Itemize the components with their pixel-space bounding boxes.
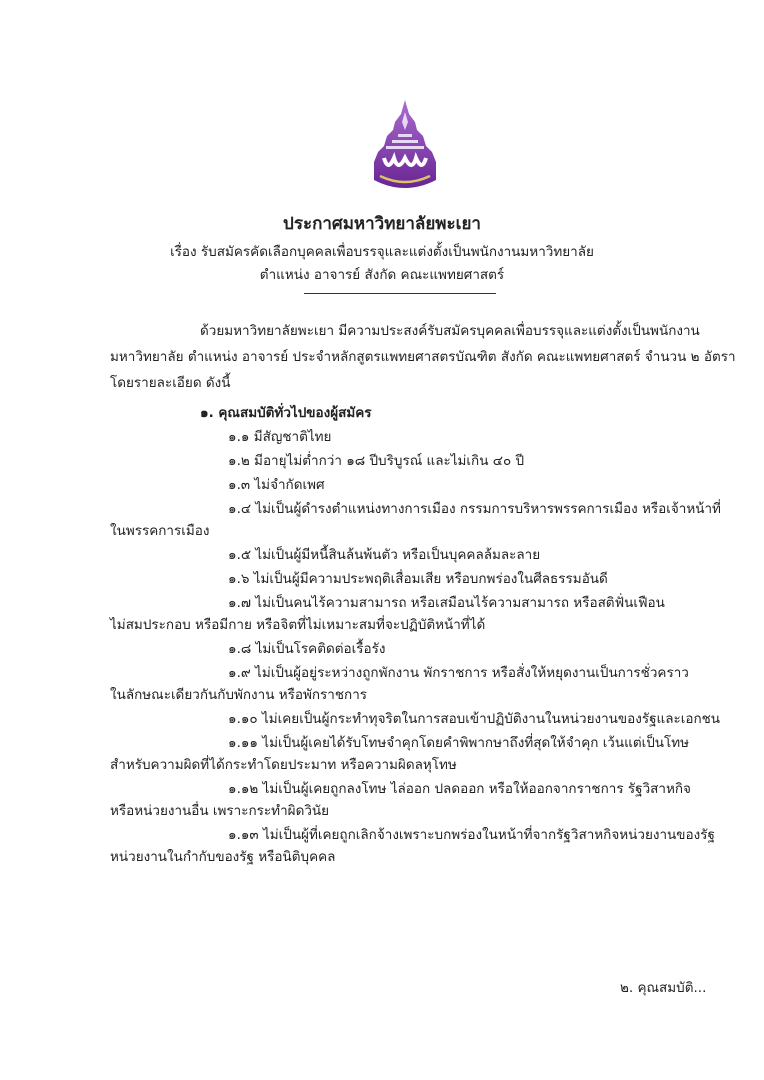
list-item-continuation: สำหรับความผิดที่ได้กระทำโดยประมาท หรือความผิดลหุโทษ — [110, 757, 457, 773]
intro-line-3: โดยรายละเอียด ดังนี้ — [110, 375, 231, 391]
intro-line-2: มหาวิทยาลัย ตำแหน่ง อาจารย์ ประจำหลักสูตรแพทยศาสตรบัณฑิต สังกัด คณะแพทยศาสตร์ จำนวน ๒ อัตรา — [110, 349, 736, 365]
list-item-continuation: ในพรรคการเมือง — [110, 523, 210, 539]
list-item: ๑.๑๓ ไม่เป็นผู้ที่เคยถูกเลิกจ้างเพราะบกพร่องในหน้าที่จากรัฐวิสาหกิจหน่วยงานของรัฐ — [228, 827, 715, 843]
list-item-continuation: ไม่สมประกอบ หรือมีกาย หรือจิตที่ไม่เหมาะสมที่จะปฏิบัติหน้าที่ได้ — [110, 617, 486, 633]
list-item-continuation: หน่วยงานในกำกับของรัฐ หรือนิติบุคคล — [110, 849, 336, 865]
title-divider — [304, 293, 496, 294]
list-item: ๑.๗ ไม่เป็นคนไร้ความสามารถ หรือเสมือนไร้ความสามารถ หรือสติฟั่นเฟือน — [228, 595, 665, 611]
list-item: ๑.๔ ไม่เป็นผู้ดำรงตำแหน่งทางการเมือง กรรมการบริหารพรรคการเมือง หรือเจ้าหน้าที่ — [228, 501, 721, 517]
list-item: ๑.๖ ไม่เป็นผู้มีความประพฤติเสื่อมเสีย หรือบกพร่องในศีลธรรมอันดี — [228, 571, 608, 587]
announcement-position: ตำแหน่ง อาจารย์ สังกัด คณะแพทยศาสตร์ — [259, 267, 505, 283]
list-item: ๑.๓ ไม่จำกัดเพศ — [228, 477, 325, 493]
intro-line-1: ด้วยมหาวิทยาลัยพะเยา มีความประสงค์รับสมัครบุคคลเพื่อบรรจุและแต่งตั้งเป็นพนักงาน — [200, 323, 700, 339]
university-seal-icon — [370, 100, 440, 192]
list-item: ๑.๕ ไม่เป็นผู้มีหนี้สินล้นพ้นตัว หรือเป็นบุคคลล้มละลาย — [228, 547, 541, 563]
list-item-continuation: ในลักษณะเดียวกันกับพักงาน หรือพักราชการ — [110, 687, 368, 703]
list-item-continuation: หรือหน่วยงานอื่น เพราะกระทำผิดวินัย — [110, 803, 330, 819]
list-item: ๑.๑๐ ไม่เคยเป็นผู้กระทำทุจริตในการสอบเข้าปฏิบัติงานในหน่วยงานของรัฐและเอกชน — [228, 711, 721, 727]
list-item: ๑.๑๒ ไม่เป็นผู้เคยถูกลงโทษ ไล่ออก ปลดออก หรือให้ออกจากราชการ รัฐวิสาหกิจ — [228, 781, 691, 797]
announcement-subject: เรื่อง รับสมัครคัดเลือกบุคคลเพื่อบรรจุและแต่งตั้งเป็นพนักงานมหาวิทยาลัย — [170, 244, 594, 260]
list-item: ๑.๙ ไม่เป็นผู้อยู่ระหว่างถูกพักงาน พักราชการ หรือสั่งให้หยุดงานเป็นการชั่วคราว — [228, 665, 689, 681]
list-item: ๑.๘ ไม่เป็นโรคติดต่อเรื้อรัง — [228, 641, 386, 657]
list-item: ๑.๑๑ ไม่เป็นผู้เคยได้รับโทษจำคุกโดยคำพิพากษาถึงที่สุดให้จำคุก เว้นแต่เป็นโทษ — [228, 735, 690, 751]
continued-marker: ๒. คุณสมบัติ... — [620, 980, 707, 996]
section-1-heading: ๑. คุณสมบัติทั่วไปของผู้สมัคร — [200, 405, 372, 421]
list-item: ๑.๑ มีสัญชาติไทย — [228, 429, 332, 445]
list-item: ๑.๒ มีอายุไม่ต่ำกว่า ๑๘ ปีบริบูรณ์ และไม่เกิน ๔๐ ปี — [228, 453, 525, 469]
announcement-title: ประกาศมหาวิทยาลัยพะเยา — [283, 214, 481, 234]
